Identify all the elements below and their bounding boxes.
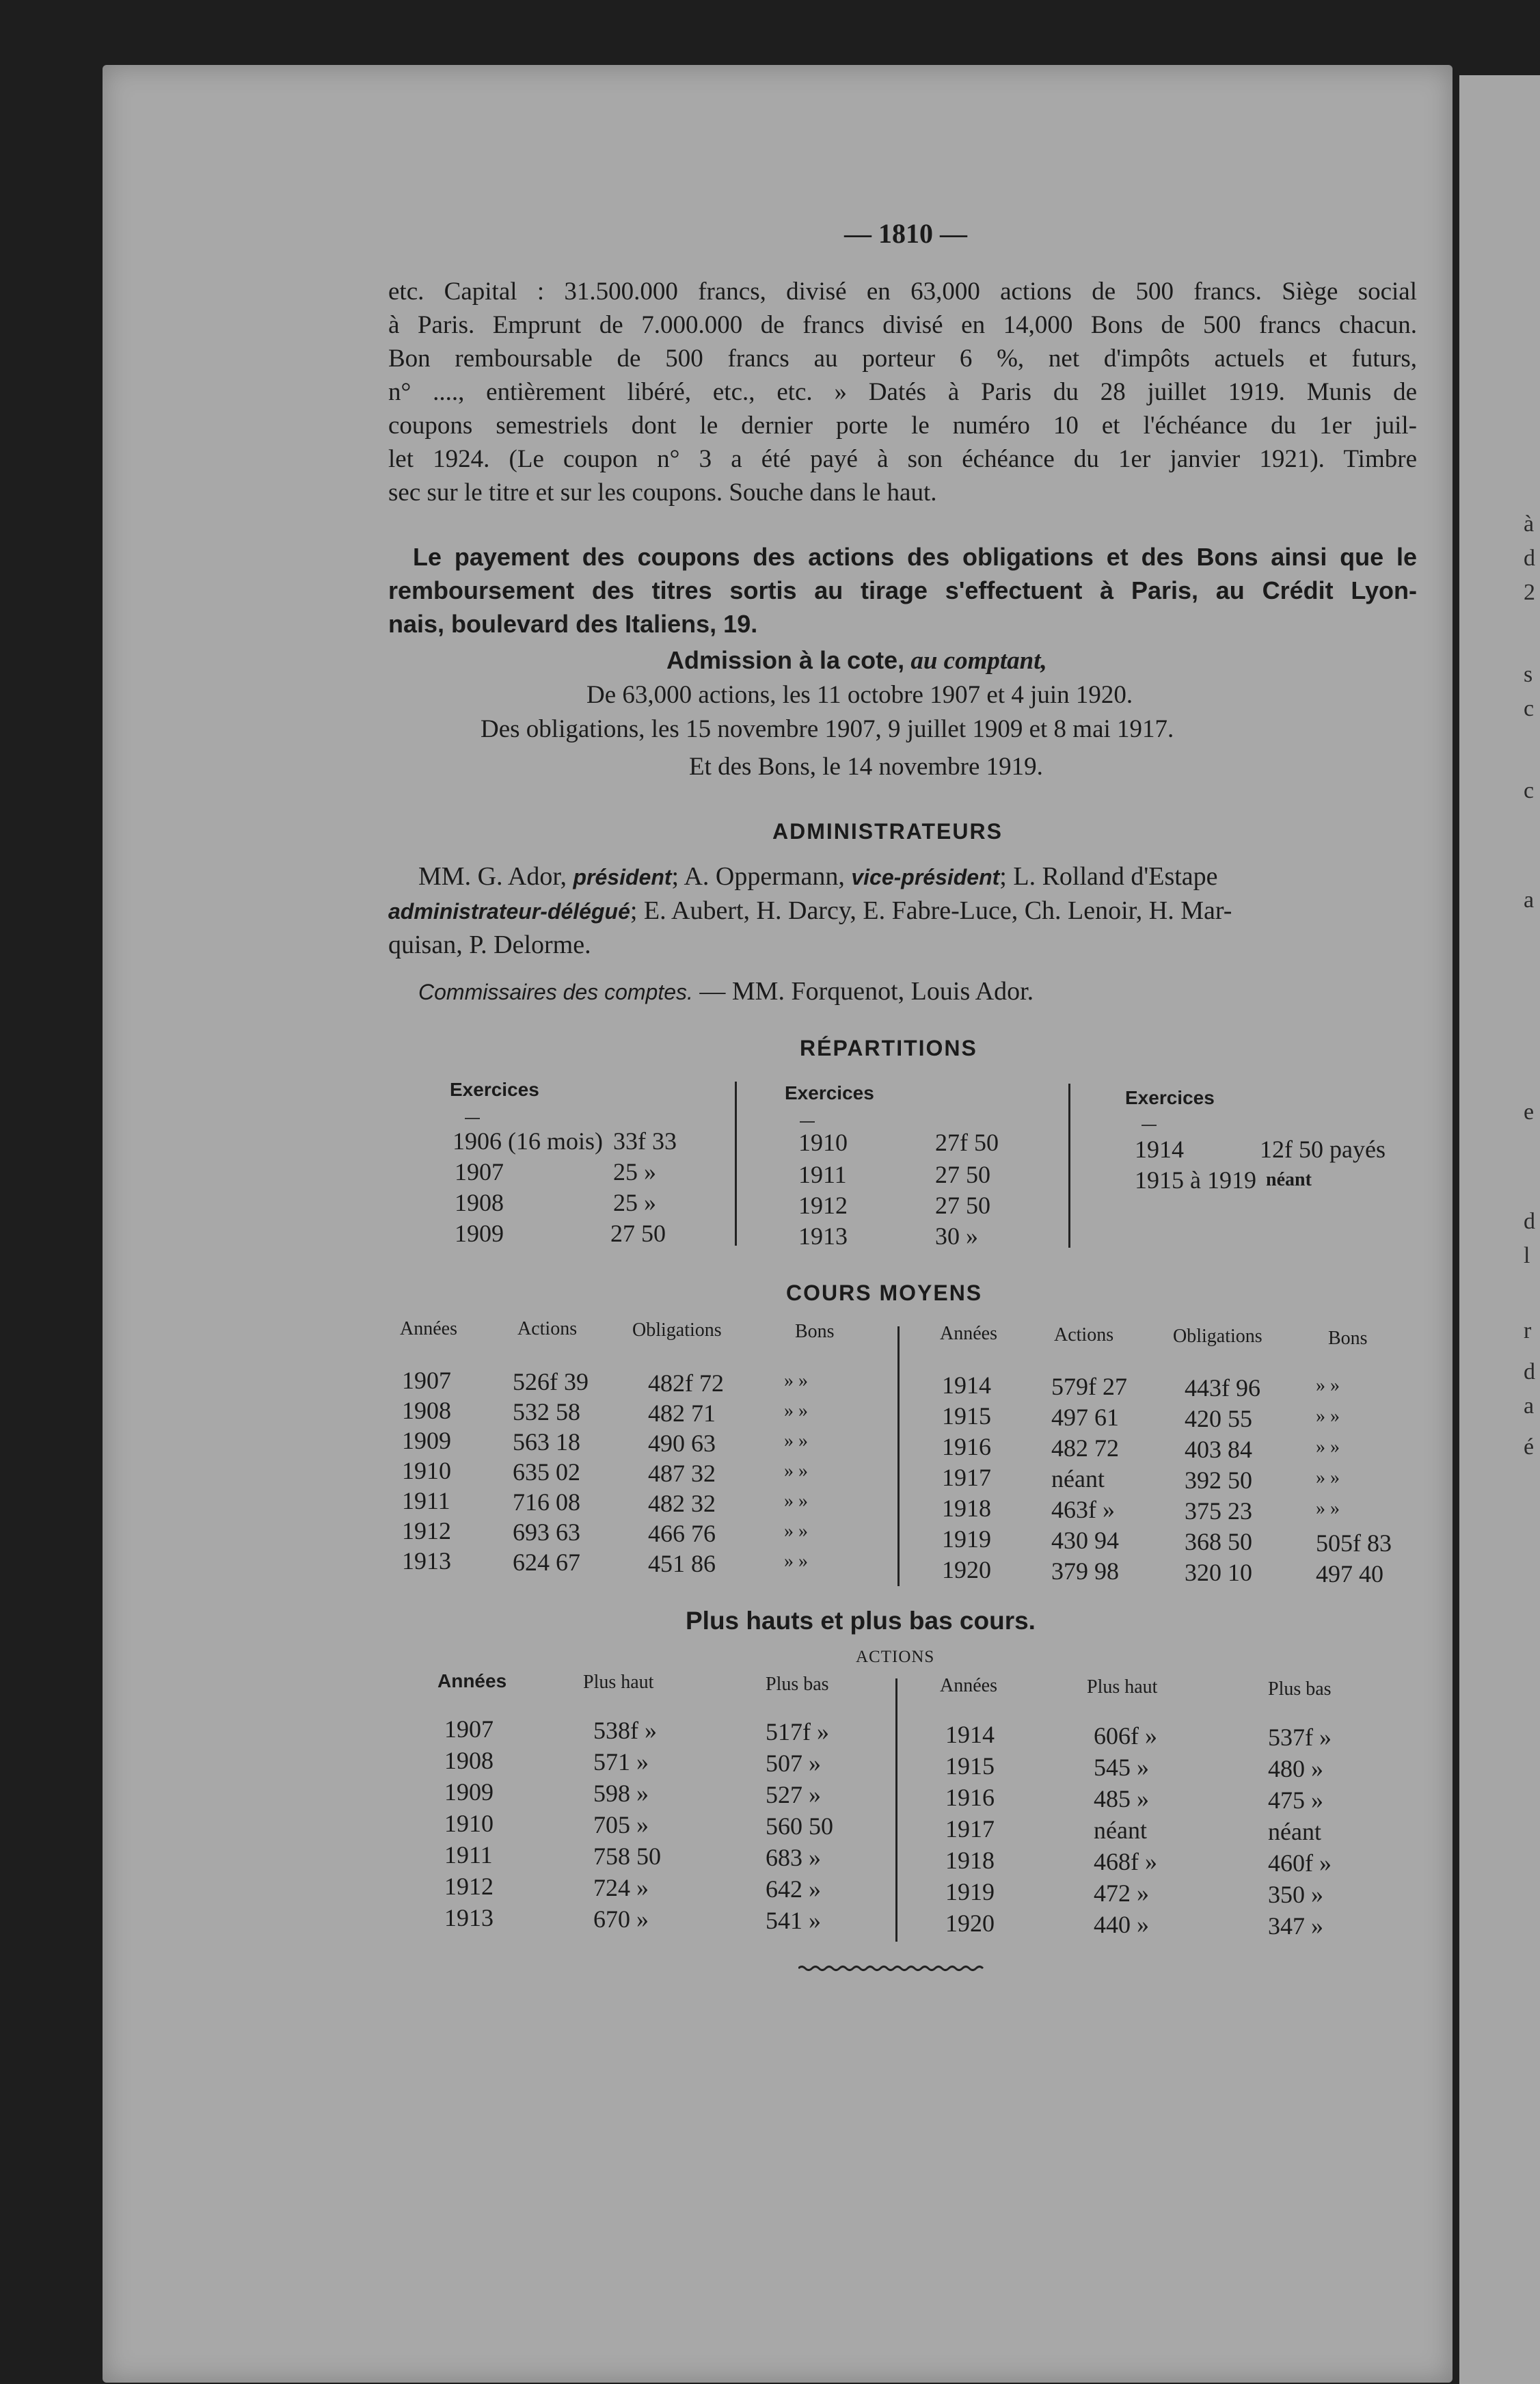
table-cell: 1915 [945,1752,995,1780]
table-cell: néant [1268,1818,1321,1845]
table-cell: 347 » [1268,1912,1323,1940]
actions-subtitle: ACTIONS [856,1648,935,1666]
column-header: Années [940,1323,997,1344]
table-cell: 1912 [798,1192,848,1219]
header-dash [1142,1125,1157,1126]
table-cell: » » [784,1490,808,1512]
column-header: Années [940,1675,997,1696]
table-cell: 705 » [593,1811,649,1838]
column-header: Plus haut [1087,1676,1158,1698]
table-cell: » » [1316,1436,1340,1458]
column-divider [897,1326,900,1586]
table-cell: 1908 [402,1397,451,1424]
table-cell: 1915 [942,1402,991,1430]
table-cell: 1907 [444,1715,494,1743]
column-header: Obligations [1173,1326,1262,1347]
table-cell: 579f 27 [1051,1373,1127,1400]
table-cell: 392 50 [1185,1466,1252,1494]
column-header: Plus haut [583,1672,654,1693]
column-divider [1068,1084,1070,1248]
column-header: Obligations [632,1320,722,1341]
column-header: Actions [517,1318,578,1339]
table-cell: » » [1316,1375,1340,1396]
table-cell: 560 50 [766,1812,833,1840]
table-cell: » » [784,1521,808,1542]
table-cell: 497 40 [1316,1560,1383,1588]
table-cell: 1919 [942,1525,991,1553]
administrateurs-line: MM. G. Ador, président; A. Oppermann, vice-président; L. Rolland d'Estape [418,862,1218,891]
text-line: etc. Capital : 31.500.000 francs, divisé en 63,000 actions de 500 francs. Siège social [388,278,1417,306]
table-cell: 670 » [593,1905,649,1933]
table-cell: 538f » [593,1717,657,1744]
payment-paragraph [388,540,1417,641]
table-cell: 375 23 [1185,1497,1252,1525]
table-cell: 541 » [766,1907,821,1934]
table-cell: 1910 [798,1129,848,1156]
table-cell: néant [1266,1169,1312,1190]
bleed-letter: a [1524,1393,1535,1419]
table-cell: 1910 [402,1457,451,1484]
table-cell: 1917 [942,1464,991,1491]
text-line: à Paris. Emprunt de 7.000.000 de francs divisé en 14,000 Bons de 500 francs chacun. [388,311,1417,339]
table-cell: » » [784,1551,808,1572]
table-cell: 1916 [942,1433,991,1460]
table-cell: 1907 [455,1158,504,1186]
column-header: Plus bas [766,1674,829,1695]
admission-title: Admission à la cote, au comptant, [666,646,1047,675]
table-cell: 635 02 [513,1458,580,1486]
text-line: coupons semestriels dont le dernier porte le numéro 10 et l'échéance du 1er juil- [388,412,1417,440]
table-cell: 1914 [945,1721,995,1748]
bleed-letter: c [1524,696,1535,721]
table-cell: » » [784,1460,808,1482]
text-line: remboursement des titres sortis au tirage s'effectuent à Paris, au Crédit Lyon- [388,576,1417,604]
table-cell: 27 50 [935,1161,990,1188]
column-header: Exercices [450,1079,539,1100]
cours-moyens-title: COURS MOYENS [786,1281,983,1305]
table-cell: 716 08 [513,1488,580,1516]
table-cell: 758 50 [593,1843,661,1870]
table-cell: 571 » [593,1748,649,1776]
table-cell: 537f » [1268,1724,1332,1751]
table-cell: » » [784,1400,808,1421]
intro-paragraph [388,275,1417,509]
table-cell: 1909 [455,1220,504,1247]
bleed-letter: a [1524,887,1535,913]
table-cell: 526f 39 [513,1368,589,1395]
table-cell: » » [784,1370,808,1391]
column-header: Exercices [1125,1087,1215,1108]
table-cell: 368 50 [1185,1528,1252,1555]
bleed-letter: é [1524,1434,1535,1460]
column-header: Actions [1054,1324,1114,1345]
table-cell: 25 » [613,1158,656,1186]
table-cell: 598 » [593,1780,649,1807]
header-dash [800,1121,815,1123]
table-cell: 468f » [1094,1848,1157,1875]
text-line: n° ...., entièrement libéré, etc., etc. » Datés à Paris du 28 juillet 1919. Munis de [388,378,1417,406]
table-cell: 497 61 [1051,1404,1119,1431]
administrateurs-title: ADMINISTRATEURS [772,819,1003,844]
column-header: Bons [1328,1328,1368,1349]
commissaires-line: Commissaires des comptes. — MM. Forquenot, Louis Ador. [418,977,1034,1006]
text-line: Le payement des coupons des actions des obligations et des Bons ainsi que le [413,543,1417,571]
table-cell: néant [1051,1465,1105,1492]
table-cell: 30 » [935,1222,978,1250]
table-cell: 517f » [766,1718,829,1745]
table-cell: 1920 [942,1556,991,1583]
table-cell: 451 86 [648,1550,716,1577]
column-header: Bons [795,1321,835,1342]
table-cell: 25 » [613,1189,656,1216]
bleed-letter: 2 [1524,580,1535,605]
table-cell: 350 » [1268,1881,1323,1908]
table-cell: 1908 [444,1747,494,1774]
admission-line: Et des Bons, le 14 novembre 1919. [689,753,1043,781]
table-cell: 1918 [942,1495,991,1522]
text-line: nais, boulevard des Italiens, 19. [388,610,758,638]
bleed-letter: e [1524,1099,1535,1125]
table-cell: 403 84 [1185,1436,1252,1463]
table-cell: 12f 50 payés [1260,1136,1386,1163]
table-cell: néant [1094,1817,1147,1844]
table-cell: 1916 [945,1784,995,1811]
table-cell: 485 » [1094,1785,1149,1812]
table-cell: 490 63 [648,1430,716,1457]
table-cell: 532 58 [513,1398,580,1425]
header-dash [465,1118,480,1119]
table-cell: 642 » [766,1875,821,1903]
table-cell: 460f » [1268,1849,1332,1877]
table-cell: 1920 [945,1910,995,1937]
table-cell: 1911 [402,1487,450,1514]
adjacent-page-edge [1459,75,1540,2384]
text-line: Bon remboursable de 500 francs au porteur 6 %, net d'impôts actuels et futurs, [388,345,1417,373]
administrateurs-line: quisan, P. Delorme. [388,930,591,959]
table-cell: 1912 [444,1873,494,1900]
table-cell: 379 98 [1051,1557,1119,1585]
table-cell: 482 72 [1051,1434,1119,1462]
table-cell: 1910 [444,1810,494,1837]
page-number: — 1810 — [844,218,967,249]
table-cell: 1915 à 1919 [1135,1166,1256,1194]
table-cell: 472 » [1094,1879,1149,1907]
table-cell: » » [784,1430,808,1451]
table-cell: 1912 [402,1517,451,1544]
table-cell: 1913 [444,1904,494,1931]
table-cell: 507 » [766,1750,821,1777]
table-cell: 1918 [945,1847,995,1874]
table-cell: 1914 [1135,1136,1184,1163]
table-cell: » » [1316,1467,1340,1488]
text-line: sec sur le titre et sur les coupons. Souche dans le haut. [388,479,937,507]
column-header: Exercices [785,1082,874,1103]
table-cell: 693 63 [513,1518,580,1546]
column-header: Années [437,1670,507,1691]
table-cell: » » [1316,1498,1340,1519]
table-cell: 1917 [945,1815,995,1843]
table-cell: 320 10 [1185,1559,1252,1586]
table-cell: 624 67 [513,1549,580,1576]
table-cell: 1913 [798,1222,848,1250]
table-cell: 1914 [942,1371,991,1399]
closing-wavy-rule [798,1964,986,1973]
table-cell: 33f 33 [613,1127,677,1155]
admission-line: Des obligations, les 15 novembre 1907, 9 juillet 1909 et 8 mai 1917. [481,715,1174,743]
table-cell: 480 » [1268,1755,1323,1782]
column-header: Plus bas [1268,1678,1332,1700]
bleed-letter: d [1524,1209,1535,1234]
bleed-letter: s [1524,662,1533,687]
table-cell: 27f 50 [935,1129,999,1156]
table-cell: 463f » [1051,1496,1115,1523]
table-cell: 1913 [402,1547,451,1575]
bleed-letter: r [1524,1318,1532,1343]
table-cell: 443f 96 [1185,1374,1260,1402]
table-cell: 475 » [1268,1786,1323,1814]
table-cell: 487 32 [648,1460,716,1487]
table-cell: 420 55 [1185,1405,1252,1432]
table-cell: 27 50 [935,1192,990,1219]
table-cell: 1906 (16 mois) [452,1127,603,1155]
table-cell: 527 » [766,1781,821,1808]
admission-line: De 63,000 actions, les 11 octobre 1907 et 4 juin 1920. [586,681,1133,709]
table-cell: 545 » [1094,1754,1149,1781]
table-cell: 1911 [444,1841,493,1869]
bleed-letter: l [1524,1243,1530,1268]
table-cell: 482f 72 [648,1369,724,1397]
table-cell: 724 » [593,1874,649,1901]
bleed-letter: d [1524,1359,1535,1384]
text-line: let 1924. (Le coupon n° 3 a été payé à son échéance du 1er janvier 1921). Timbre [388,445,1417,473]
table-cell: 430 94 [1051,1527,1119,1554]
table-cell: 563 18 [513,1428,580,1456]
plus-hauts-title: Plus hauts et plus bas cours. [686,1607,1036,1635]
table-cell: 440 » [1094,1911,1149,1938]
table-cell: 1907 [402,1367,451,1394]
bleed-letter: d [1524,546,1535,571]
table-cell: » » [1316,1406,1340,1427]
table-cell: 1909 [444,1778,494,1806]
table-cell: 1911 [798,1161,847,1188]
table-cell: 27 50 [610,1220,666,1247]
table-cell: 482 32 [648,1490,716,1517]
column-divider [895,1678,897,1942]
bleed-letter: c [1524,778,1535,803]
table-cell: 1908 [455,1189,504,1216]
table-cell: 606f » [1094,1722,1157,1750]
column-header: Années [400,1318,457,1339]
table-cell: 1909 [402,1427,451,1454]
repartitions-title: RÉPARTITIONS [800,1036,977,1060]
column-divider [735,1082,737,1246]
table-cell: 1919 [945,1878,995,1905]
administrateurs-line: administrateur-délégué; E. Aubert, H. Darcy, E. Fabre-Luce, Ch. Lenoir, H. Mar- [388,896,1232,925]
table-cell: 482 71 [648,1399,716,1427]
table-cell: 505f 83 [1316,1529,1392,1557]
bleed-letter: à [1524,511,1535,537]
table-cell: 683 » [766,1844,821,1871]
table-cell: 466 76 [648,1520,716,1547]
